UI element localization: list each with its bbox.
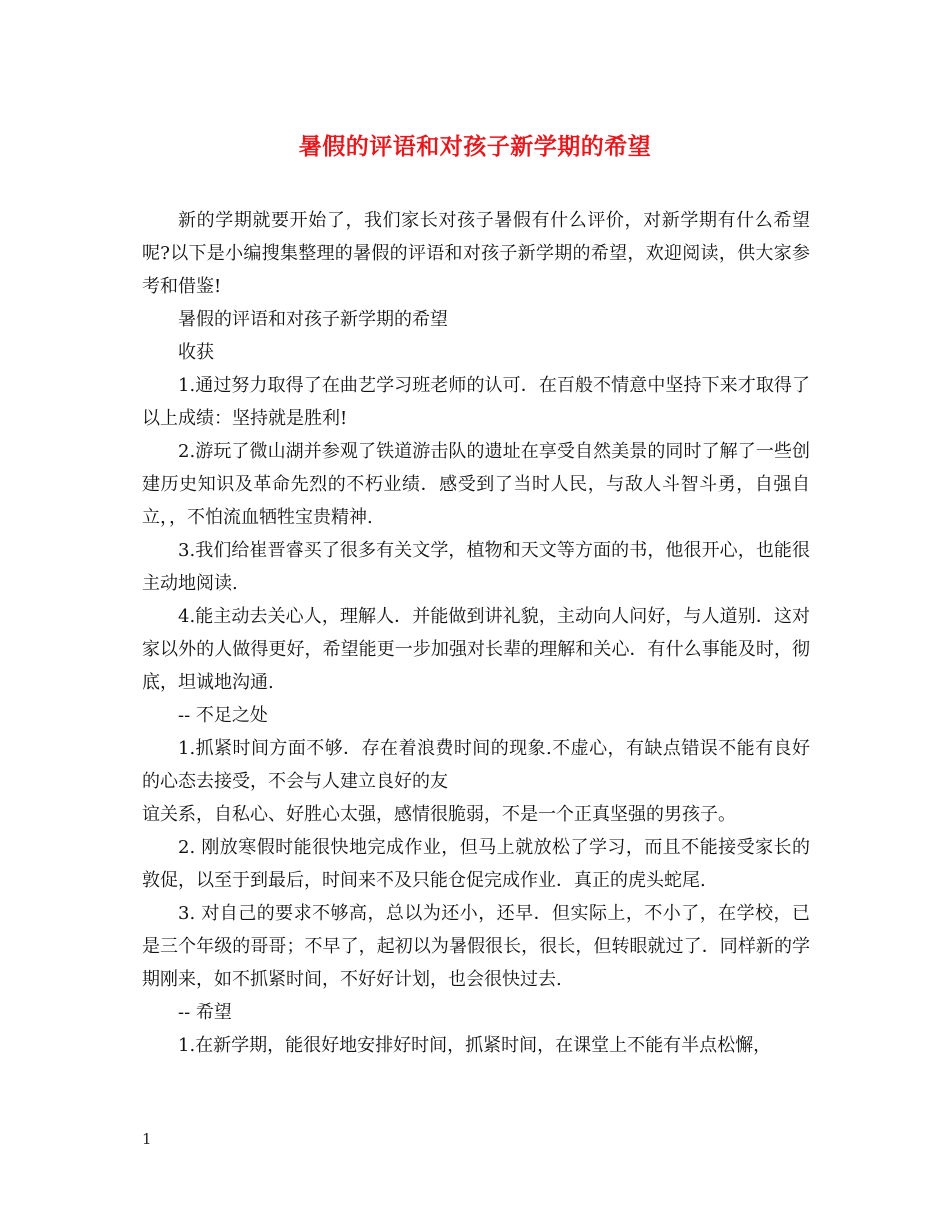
subsection-heading-shortcomings: -- 不足之处: [178, 705, 268, 726]
harvest-item-1: 1.通过努力取得了在曲艺学习班老师的认可．在百般不情意中坚持下来才取得了以上成绩：坚持就是胜利!: [142, 375, 810, 429]
document-title: 暑假的评语和对孩子新学期的希望: [298, 133, 652, 160]
harvest-item-4: 4.能主动去关心人，理解人．并能做到讲礼貌，主动向人问好，与人道别．这对家以外的人做得更好，希望能更一步加强对长辈的理解和关心．有什么事能及时，彻底，坦诚地沟通.: [142, 606, 810, 693]
shortcoming-item-3: 3. 对自己的要求不够高，总以为还小，还早．但实际上，不小了，在学校，已是三个年级的哥哥；不早了，起初以为暑假很长，很长，但转眼就过了．同样新的学期刚来，如不抓紧时间，不好好计划，也会很快过去.: [142, 903, 810, 990]
document-body: [142, 204, 810, 1062]
harvest-item-3: 3.我们给崔晋睿买了很多有关文学，植物和天文等方面的书，他很开心，也能很主动地阅读.: [142, 540, 810, 594]
subsection-heading-hope: -- 希望: [178, 1002, 232, 1023]
intro-paragraph: 新的学期就要开始了，我们家长对孩子暑假有什么评价，对新学期有什么希望呢?以下是小编搜集整理的暑假的评语和对孩子新学期的希望，欢迎阅读，供大家参考和借鉴!: [142, 210, 810, 297]
hope-item-1: 1.在新学期，能很好地安排好时间，抓紧时间，在课堂上不能有半点松懈，: [178, 1035, 772, 1056]
page-number: 1: [142, 1130, 152, 1148]
subsection-heading-harvest: 收获: [178, 342, 214, 363]
shortcoming-item-1-continued: 谊关系，自私心、好胜心太强，感情很脆弱，不是一个正真坚强的男孩子。: [142, 804, 736, 825]
section-heading: 暑假的评语和对孩子新学期的希望: [178, 309, 448, 330]
shortcoming-item-1: 1.抓紧时间方面不够．存在着浪费时间的现象.不虚心，有缺点错误不能有良好的心态去接受，不会与人建立良好的友: [142, 738, 810, 792]
shortcoming-item-2: 2. 刚放寒假时能很快地完成作业，但马上就放松了学习，而且不能接受家长的敦促，以至于到最后，时间来不及只能仓促完成作业．真正的虎头蛇尾.: [142, 837, 810, 891]
harvest-item-2: 2.游玩了微山湖并参观了铁道游击队的遗址在享受自然美景的同时了解了一些创建历史知识及革命先烈的不朽业绩．感受到了当时人民，与敌人斗智斗勇，自强自立，，不怕流血牺牲宝贵精神.: [142, 441, 810, 528]
